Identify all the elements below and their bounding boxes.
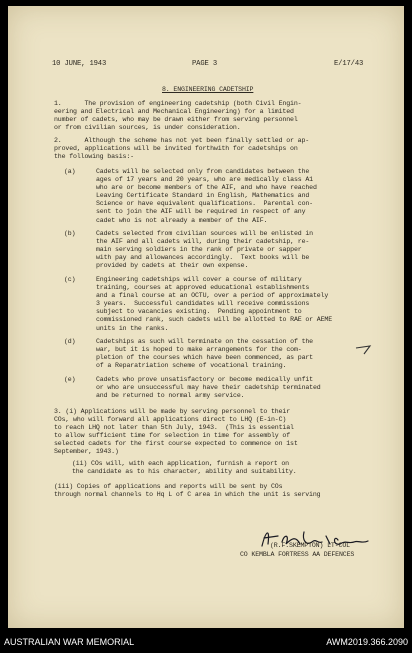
paragraph-3-ii: (ii) COs will, with each application, furnish a report on the candidate as to his character, ability and suitability. xyxy=(72,460,297,476)
item-a-text: Cadets will be selected only from candidates between the ages of 17 years and 20 years, who are medically class A1 who are or become members of the AIF, and who have reached Leaving Certificate Standard in English, Mathematics and Science or have equivalent qualifications. Parental con- sent to join the AIF will be required in respect of any cadet who is not already a member of the AIF. xyxy=(96,168,317,224)
paragraph-1: 1. The provision of engineering cadetship (both Civil Engin- eering and Electrical and Mechanical Engineering) for a limited number of cadets, who may be drawn either from serving personnel or from civilian sources, is under consideration. xyxy=(54,100,302,132)
footer-institution: AUSTRALIAN WAR MEMORIAL xyxy=(4,637,135,647)
section-title: 8. ENGINEERING CADETSHIP xyxy=(162,86,254,93)
footer-catalogue-id: AWM2019.366.2090 xyxy=(326,637,408,647)
pencil-mark-icon xyxy=(354,342,374,356)
item-e-text: Cadets who prove unsatisfactory or become medically unfit or who are unsuccessful may have their cadetship terminated and be returned to normal army service. xyxy=(96,376,321,400)
item-b-text: Cadets selected from civilian sources will be enlisted in the AIF and all cadets will, during their cadetship, re- main serving soldiers in the rank of private or sapper with pay and allowances accordingly. Text books will be provided by cadets at their own expense. xyxy=(96,230,313,270)
archive-footer xyxy=(0,633,412,653)
item-d-text: Cadetships as such will terminate on the cessation of the war, but it is hoped to make arrangements for the com- pletion of the courses which have been commenced, as part of a Reparatriation scheme of vocational training. xyxy=(96,338,313,370)
item-a-label: (a) xyxy=(64,168,76,175)
signatory-name: (R.F.SKEMPTON) LT-COL xyxy=(270,542,350,549)
paragraph-2: 2. Although the scheme has not yet been finally settled or ap- proved, applications will be invited forthwith for cadetships on the following basis:- xyxy=(54,137,310,161)
item-d-label: (d) xyxy=(64,338,76,345)
header-page-number: PAGE 3 xyxy=(192,60,217,68)
document-page xyxy=(8,6,404,628)
header-date: 10 JUNE, 1943 xyxy=(52,60,107,68)
item-c-label: (c) xyxy=(64,276,76,283)
item-e-label: (e) xyxy=(64,376,76,383)
header-reference: E/17/43 xyxy=(334,60,364,68)
signatory-title: CO KEMBLA FORTRESS AA DEFENCES xyxy=(240,551,355,558)
item-c-text: Engineering cadetships will cover a course of military training, courses at approved educational establishments and a final course at an OCTU, over a period of approximately 3 years. Successful candidates will receive commissions subject to vacancies existing. Pending appointment to commissioned rank, such cadets will be allotted to RAE or AEME units in the ranks. xyxy=(96,276,333,332)
paragraph-3-iii: (iii) Copies of applications and reports will be sent by COs through normal channels to Hq L of C area in which the unit is serving xyxy=(54,483,321,499)
paragraph-3-i: 3. (i) Applications will be made by serving personnel to their COs, who will forward all applications direct to LHQ (E-in-C) to reach LHQ not later than 5th July, 1943. (This is essential to allow sufficient time for selection in time for assembly of selected cadets for the first course expected to commence on 1st September, 1943.) xyxy=(54,408,298,456)
item-b-label: (b) xyxy=(64,230,76,237)
